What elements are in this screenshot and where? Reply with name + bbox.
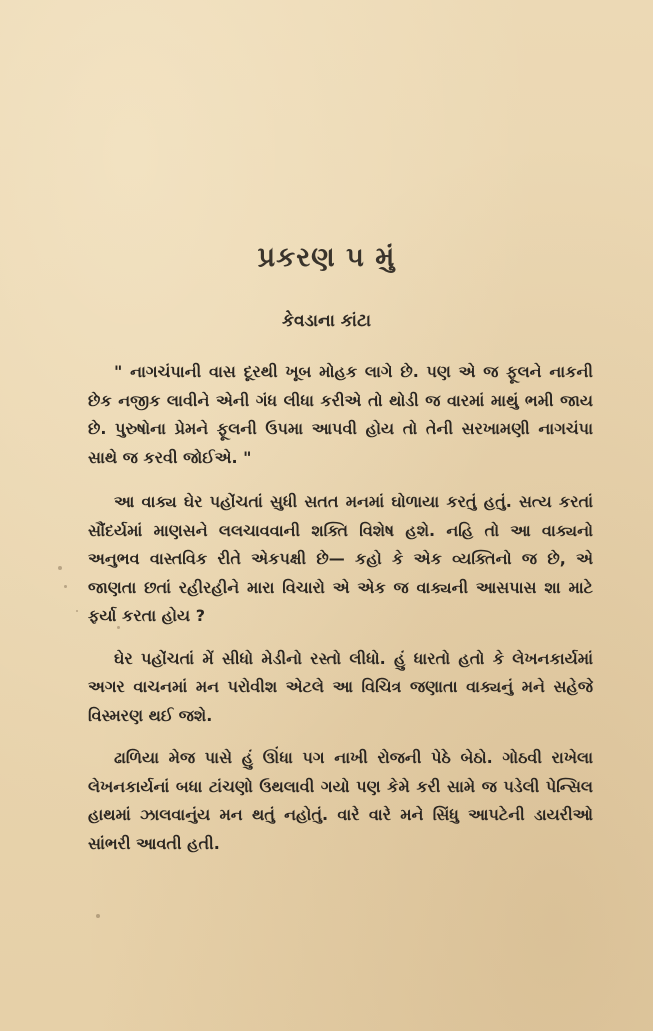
paper-speck	[64, 585, 67, 588]
paragraph: આ વાક્ય ઘેર પહોંચતાં સુધી સતત મનમાં ઘોળાયા કરતું હતું. સત્ય કરતાં સૌંદર્યમાં માણસને લલચાવવાની શક્તિ વિશેષ હશે. નહિ તો આ વાક્યનો અનુભવ વાસ્તવિક રીતે એકપક્ષી છે— કહો કે એક વ્યક્તિનો જ છે, એ જાણતા છતાં રહીરહીને મારા વિચારો એ એક જ વાક્યની આસપાસ શા માટે ફર્યા કરતા હોય ?	[88, 492, 593, 625]
chapter-title: પ્રકરણ ૫ મું	[257, 242, 396, 273]
paper-speck	[58, 566, 62, 570]
paragraph: ઢાળિયા મેજ પાસે હું ઊંધા પગ નાખી રોજની પેઠે બેઠો. ગોઠવી રાખેલા લેખનકાર્યનાં બધા ટાંચણો ઉથલાવી ગયો પણ કેમે કરી સામે જ પડેલી પેન્સિલ હાથમાં ઝાલવાનુંય મન થતું નહોતું. વારે વારે મને સિંધુ આપટેની ડાયરીઓ સાંભરી આવતી હતી.	[88, 748, 593, 853]
section-title: કેવડાના કાંટા	[281, 311, 372, 331]
paper-speck	[96, 914, 100, 918]
paper-speck	[76, 610, 78, 612]
paragraph-quote: " નાગચંપાની વાસ દૂરથી ખૂબ મોહક લાગે છે. પણ એ જ ફૂલને નાકની છેક નજીક લાવીને એની ગંધ લીધા કરીએ તો થોડી જ વારમાં માથું ભમી જાય છે. પુરુષોના પ્રેમને ફૂલની ઉપમા આપવી હોય તો તેની સરખામણી નાગચંપા સાથે જ કરવી જોઈએ. "	[88, 362, 593, 467]
paper-speck	[117, 626, 120, 629]
body-text	[88, 358, 593, 872]
paragraph: ઘેર પહોંચતાં મેં સીધો મેડીનો રસ્તો લીધો. હું ધારતો હતો કે લેખનકાર્યમાં અગર વાચનમાં મન પરોવીશ એટલે આ વિચિત્ર જણાતા વાક્યનું મને સહેજે વિસ્મરણ થઈ જશે.	[88, 648, 593, 725]
